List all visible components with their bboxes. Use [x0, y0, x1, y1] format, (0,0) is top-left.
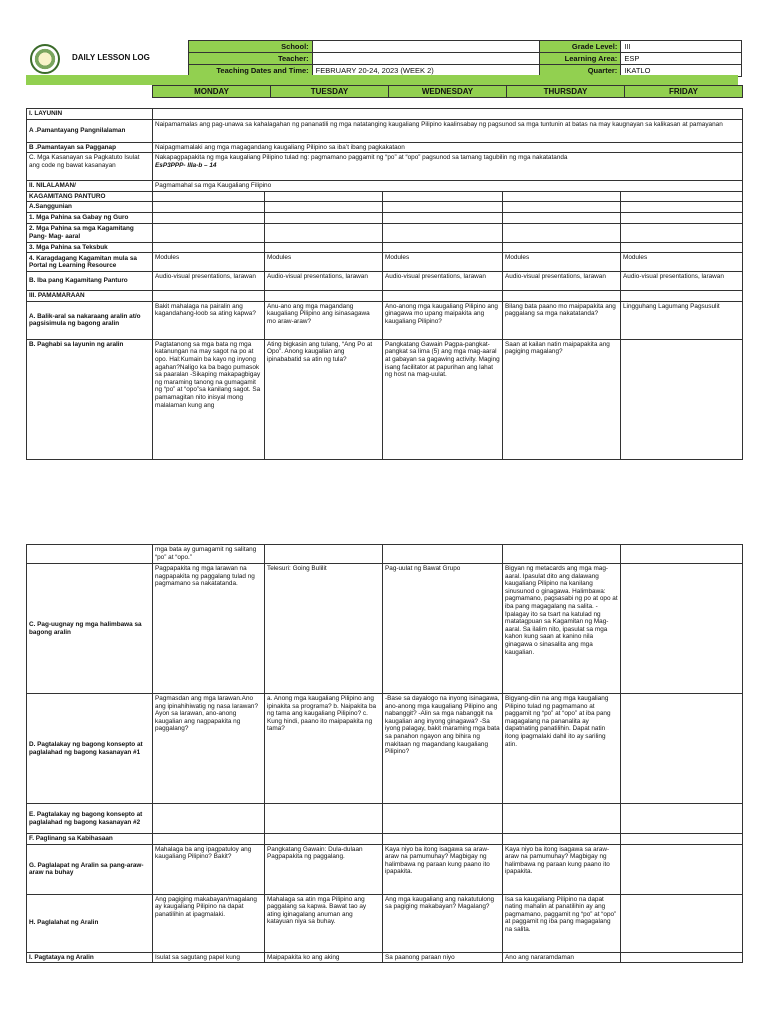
modules-tuesday: Modules: [265, 253, 383, 272]
paglalahat-label: H. Paglalahat ng Aralin: [27, 894, 153, 952]
paglalapat-monday: Mahalaga ba ang ipagpatuloy ang kaugaliang Pilipino? Bakit?: [153, 844, 265, 894]
nilalaman-label: II. NILALAMAN/: [27, 181, 153, 192]
dates-label: Teaching Dates and Time:: [189, 65, 313, 77]
pamantayan-pagganap-label: B .Pamantayan sa Pagganap: [27, 142, 153, 153]
lesson-table-page1: [26, 108, 743, 460]
modules-friday: Modules: [621, 253, 743, 272]
iba-tuesday: Audio-visual presentations, larawan: [265, 272, 383, 291]
pagtataya-thursday: Ano ang nararamdaman: [503, 952, 621, 963]
teacher-label: Teacher:: [189, 53, 313, 65]
paglalahat-thursday: Isa sa kaugaliang Pilipino na dapat nating mahalin at panatilihin ay ang pagmamano, paggamit ng “po” at “opo” at paggamit ng iba pang magagalang na salita.: [503, 894, 621, 952]
kagamitang-pang-label: 2. Mga Pahina sa mga Kagamitang Pang- Mag- aaral: [27, 223, 153, 242]
balik-wednesday: Ano-anong mga kaugaliang Pilipino ang ginagawa mo upang maipakita ang kaugaliang Pilipino?: [383, 301, 503, 339]
balik-monday: Bakit mahalaga na pairalin ang kagandahang-loob sa ating kapwa?: [153, 301, 265, 339]
pagtalakay-1-label: D. Pagtalakay ng bagong konsepto at paglalahad ng bagong kasanayan #1: [27, 694, 153, 804]
day-wednesday: WEDNESDAY: [389, 86, 507, 98]
pamantayan-pagganap-text: Naipagmamalaki ang mga magagandang kaugaliang Pilipino sa iba’t ibang pagkakataon: [153, 142, 743, 153]
pag-uugnay-thursday: Bigyan ng metacards ang mga mag-aaral. Ipasulat dito ang dalawang kaugaliang Pilipino na kanilang sinusunod o ginagawa. Halimbawa: pagmamano, pagsasabi ng po at opo at iba pang magagalang na salita. - Ipalagay ito sa tsart na katulad ng matatagpuan sa Kagamitan ng Mag-aaral. Sa ilalim nito, ipasulat sa mga kahon kung saan at kanino nila ginagawa o sinasalita ang mga kaugalian.: [503, 564, 621, 694]
pagtalakay-1-wednesday: -Base sa dayalogo na inyong isinagawa, ano-anong mga kaugaliang Pilipino ang nabanggit? -Alin sa mga nabanggit na kaugalian ang inyong ginagawa? -Sa iyong palagay, bakit maraming mga bata sa panahon ngayon ang bihira ng makitaan ng magandang kaugaliang Pilipino?: [383, 694, 503, 804]
grade-value: III: [621, 41, 742, 53]
modules-thursday: Modules: [503, 253, 621, 272]
balik-thursday: Bilang bata paano mo maipapakita ang paggalang sa mga nakatatanda?: [503, 301, 621, 339]
pagtalakay-1-thursday: Bigyang-diin na ang mga kaugaliang Pilipino tulad ng pagmamano at paggamit ng “po” at “opo” at iba pang magagalang na pananalita ay dapatnating panatilihin. Dapat natin itong ipagmalaki dahil ito ay sariling atin.: [503, 694, 621, 804]
paglalahat-friday: [621, 894, 743, 952]
kasanayan-code: EsP3PPP- IIIa-b – 14: [155, 161, 217, 169]
pag-uugnay-label: C. Pag-uugnay ng mga halimbawa sa bagong aralin: [27, 564, 153, 694]
iba-thursday: Audio-visual presentations, larawan: [503, 272, 621, 291]
paglalapat-label: G. Paglalapat ng Aralin sa pang-araw-araw na buhay: [27, 844, 153, 894]
paglalapat-wednesday: Kaya niyo ba itong isagawa sa araw-araw na pamumuhay? Magbigay ng halimbawa ng paraan kung paano ito ipapakita.: [383, 844, 503, 894]
deped-seal-logo: [30, 44, 60, 74]
pagtalakay-1-tuesday: a. Anong mga kaugaliang Pilipino ang ipinakita sa programa? b. Naipakita ba ng tama ang kaugaliang Pilipino? c. Kung hindi, paano ito maipapakita ng tama?: [265, 694, 383, 804]
iba-pang-kagamitan-label: B. Iba pang Kagamitang Panturo: [27, 272, 153, 291]
nilalaman-text: Pagmamahal sa mga Kaugaliang Filipino: [153, 181, 743, 192]
weekday-header: [152, 85, 743, 98]
paglalapat-tuesday: Pangkatang Gawain: Dula-dulaan Pagpapakita ng paggalang.: [265, 844, 383, 894]
day-monday: MONDAY: [153, 86, 271, 98]
sanggunian-label: A.Sanggunian: [27, 202, 153, 213]
modules-wednesday: Modules: [383, 253, 503, 272]
pag-uugnay-friday: [621, 564, 743, 694]
paglalahat-monday: Ang pagiging makabayan/magalang ay kaugaliang Pilipino na dapat panatilihin at ipagmalaki.: [153, 894, 265, 952]
balik-tuesday: Anu-ano ang mga magandang kaugaliang Pilipino ang isinasagawa mo araw-araw?: [265, 301, 383, 339]
pamantayang-pangnilalaman-text: Naipamamalas ang pag-unawa sa kahalagahan ng pananatili ng mga natatanging kaugaliang Pilipino kaalinsabay ng pagsunod sa mga tuntunin at batas na may kaugnayan sa kalikasan at pamayanan: [153, 119, 743, 142]
quarter-value: IKATLO: [621, 65, 742, 77]
pagtalakay-1-friday: [621, 694, 743, 804]
gabay-label: 1. Mga Pahina sa Gabay ng Guro: [27, 212, 153, 223]
paghabi-friday: [621, 339, 743, 459]
paghabi-wednesday: Pangkatang Gawain Pagpa-pangkat-pangkat sa lima (5) ang mga mag-aaral at gabayan sa gagawing activity. Maging isang facilitator at papurihan ang lahat ng host na mag-uulat.: [383, 339, 503, 459]
iba-wednesday: Audio-visual presentations, larawan: [383, 272, 503, 291]
document-title: DAILY LESSON LOG: [72, 53, 150, 62]
pag-uugnay-monday: Pagpapakita ng mga larawan na nagpapakita ng paggalang tulad ng pagmamano sa nakatatanda.: [153, 564, 265, 694]
pagtataya-tuesday: Maipapakita ko ang aking: [265, 952, 383, 963]
paglalahat-wednesday: Ang mga kaugaliang ang nakatutulong sa pagiging makabayan? Magalang?: [383, 894, 503, 952]
area-label: Learning Area:: [539, 53, 620, 65]
pag-uugnay-tuesday: Telesuri: Going Bulilit: [265, 564, 383, 694]
pagtalakay-1-monday: Pagmasdan ang mga larawan.Ano ang ipinahihiwatig ng nasa larawan? Ayon sa larawan, ano-anong kaugalian ang nagpapakita ng paggalang?: [153, 694, 265, 804]
paghabi-label: B. Paghabi sa layunin ng aralin: [27, 339, 153, 459]
pamantayang-pangnilalaman-label: A .Pamantayang Pangnilalaman: [27, 119, 153, 142]
kagamitang-panturo-heading: KAGAMITANG PANTURO: [27, 191, 153, 202]
paglinang-label: F. Paglinang sa Kabihasaan: [27, 834, 153, 845]
pagtataya-label: I. Pagtataya ng Aralin: [27, 952, 153, 963]
dates-value: FEBRUARY 20-24, 2023 (WEEK 2): [312, 65, 539, 77]
balik-aral-label: A. Balik-aral sa nakaraang aralin at/o pagsisimula ng bagong aralin: [27, 301, 153, 339]
pag-uugnay-wednesday: Pag-uulat ng Bawat Grupo: [383, 564, 503, 694]
header-green-band: [26, 75, 738, 85]
school-value: [312, 41, 539, 53]
kasanayan-text: [153, 153, 743, 181]
iba-monday: Audio-visual presentations, larawan: [153, 272, 265, 291]
paghabi-tuesday: Ating bigkasin ang tulang, “Ang Po at Opo”. Anong kaugalian ang ipinababatid sa atin ng tula?: [265, 339, 383, 459]
paghabi-thursday: Saan at kailan natin maipapakita ang pagiging magalang?: [503, 339, 621, 459]
school-label: School:: [189, 41, 313, 53]
iba-friday: Audio-visual presentations, larawan: [621, 272, 743, 291]
paglalapat-friday: [621, 844, 743, 894]
modules-monday: Modules: [153, 253, 265, 272]
karagdagang-label: 4. Karagdagang Kagamitan mula sa Portal ng Learning Resource: [27, 253, 153, 272]
header-info-table: [188, 40, 742, 77]
teacher-value: [312, 53, 539, 65]
day-thursday: THURSDAY: [507, 86, 625, 98]
balik-friday: Lingguhang Lagumang Pagsusulit: [621, 301, 743, 339]
area-value: ESP: [621, 53, 742, 65]
paghabi-monday: Pagtatanong sa mga bata ng mga katanungan na may sagot na po at opo. Hal:Kumain ba kayo ng inyong agahan?Naligo ka ba bago pumasok sa paaralan -Sikaping makapagbigay ng maraming tanong na gumagamit ng “po” at “opo”sa kanilang sagot. Sa pamamagitan nito inisyal mong malalaman kung ang: [153, 339, 265, 459]
layunin-heading: I. LAYUNIN: [27, 109, 153, 120]
pamamaraan-heading: III. PAMAMARAAN: [27, 291, 153, 302]
continued-text: mga bata ay gumagamit ng salitang “po” at “opo.”: [153, 545, 265, 564]
quarter-label: Quarter:: [539, 65, 620, 77]
grade-label: Grade Level:: [539, 41, 620, 53]
pagtataya-friday: [621, 952, 743, 963]
teksbuk-label: 3. Mga Pahina sa Teksbuk: [27, 242, 153, 253]
kasanayan-label: C. Mga Kasanayan sa Pagkatuto Isulat ang code ng bawat kasanayan: [27, 153, 153, 181]
day-friday: FRIDAY: [625, 86, 743, 98]
paglalapat-thursday: Kaya niyo ba itong isagawa sa araw-araw na pamumuhay? Magbigay ng halimbawa ng paraan kung paano ito ipapakita.: [503, 844, 621, 894]
pagtataya-monday: Isulat sa sagutang papel kung: [153, 952, 265, 963]
paglalahat-tuesday: Mahalaga sa atin mga Pilipino ang paggalang sa kapwa. Bawat tao ay ating iginagalang anuman ang katayuan niya sa buhay.: [265, 894, 383, 952]
kasanayan-description: Nakapagpapakita ng mga kaugaliang Pilipino tulad ng: pagmamano paggamit ng “po” at “opo” pagsunod sa tamang tagubilin ng mga nakatatanda: [155, 154, 568, 162]
day-tuesday: TUESDAY: [271, 86, 389, 98]
pagtataya-wednesday: Sa paanong paraan niyo: [383, 952, 503, 963]
pagtalakay-2-label: E. Pagtalakay ng bagong konsepto at paglalahad ng bagong kasanayan #2: [27, 804, 153, 834]
lesson-table-page2: [26, 544, 743, 963]
